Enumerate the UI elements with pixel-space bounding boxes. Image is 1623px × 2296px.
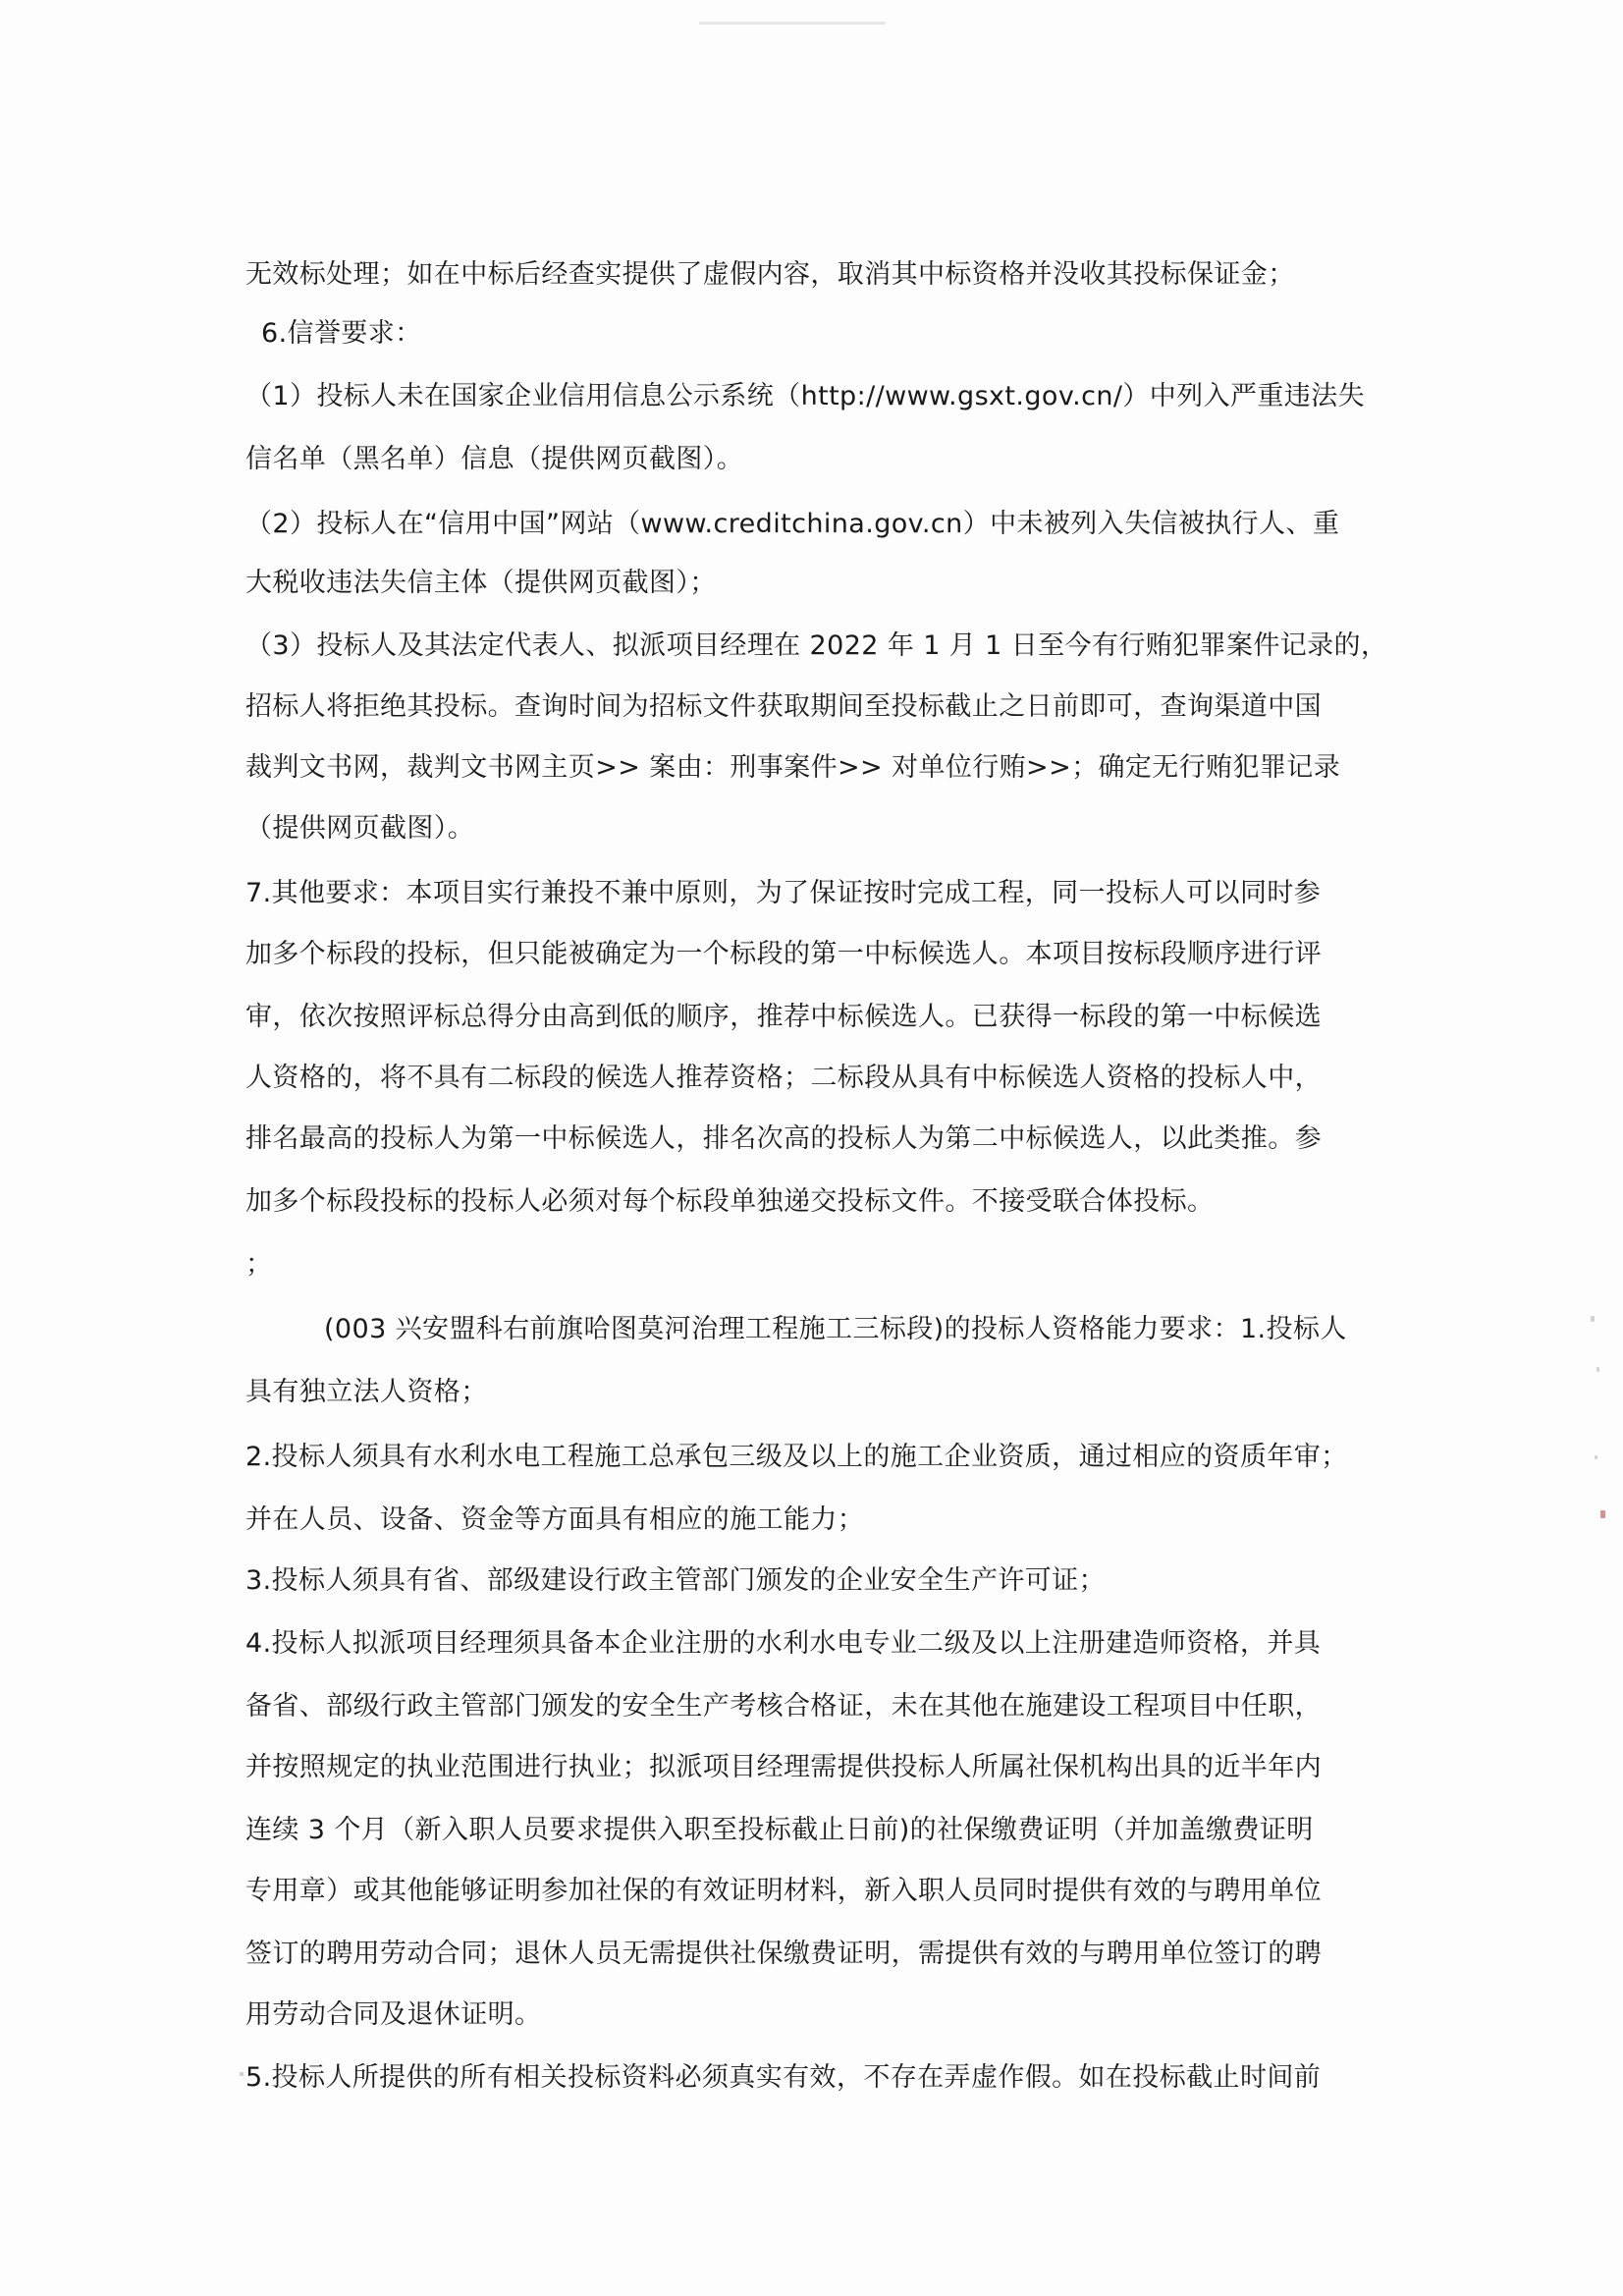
text-line: 签订的聘用劳动合同；退休人员无需提供社保缴费证明，需提供有效的与聘用单位签订的聘 [245,1939,1322,1969]
text-line: 加多个标段的投标，但只能被确定为一个标段的第一中标候选人。本项目按标段顺序进行评 [245,939,1322,969]
text-line: 3.投标人须具有省、部级建设行政主管部门颁发的企业安全生产许可证； [245,1565,1106,1596]
scan-artifact [1596,1367,1599,1372]
text-line: 审，依次按照评标总得分由高到低的顺序，推荐中标候选人。已获得一标段的第一中标候选 [245,1002,1322,1032]
text-line: 具有独立法人资格； [245,1377,488,1407]
section-heading: 6.信誉要求： [261,318,422,349]
scan-artifact [1595,1455,1597,1459]
scan-artifact [1600,1510,1605,1518]
text-line: 并在人员、设备、资金等方面具有相应的施工能力； [245,1504,865,1535]
text-line: 人资格的，将不具有二标段的候选人推荐资格；二标段从具有中标候选人资格的投标人中， [245,1063,1322,1093]
text-line: 无效标处理；如在中标后经查实提供了虚假内容，取消其中标资格并没收其投标保证金； [245,259,1295,290]
text-line: 加多个标段投标的投标人必须对每个标段单独递交投标文件。不接受联合体投标。 [245,1186,1215,1217]
text-line: （2）投标人在“信用中国”网站（www.creditchina.gov.cn）中未被列入失信被执行人、重 [245,509,1340,539]
text-line: 备省、部级行政主管部门颁发的安全生产考核合格证，未在其他在施建设工程项目中任职， [245,1691,1322,1722]
scan-artifact [240,2072,243,2076]
text-line: 信名单（黑名单）信息（提供网页截图）。 [245,444,744,474]
text-line: （1）投标人未在国家企业信用信息公示系统（http://www.gsxt.gov.cn/）中列入严重违法失 [245,381,1365,411]
text-line: ； [245,1249,273,1280]
text-line: 专用章）或其他能够证明参加社保的有效证明材料，新入职人员同时提供有效的与聘用单位 [245,1876,1322,1906]
text-line: 5.投标人所提供的所有相关投标资料必须真实有效，不存在弄虚作假。如在投标截止时间前 [245,2062,1322,2093]
text-line: 连续 3 个月（新入职人员要求提供入职至投标截止日前)的社保缴费证明（并加盖缴费证明 [245,1815,1314,1845]
text-line: 招标人将拒绝其投标。查询时间为招标文件获取期间至投标截止之日前即可，查询渠道中国 [245,691,1322,722]
text-line: （3）投标人及其法定代表人、拟派项目经理在 2022 年 1 月 1 日至今有行贿犯罪案件记录的， [245,630,1388,661]
text-line: 用劳动合同及退休证明。 [245,1999,542,2030]
text-line: 4.投标人拟派项目经理须具备本企业注册的水利水电专业二级及以上注册建造师资格，并具 [245,1628,1322,1659]
text-line: （提供网页截图）。 [245,813,475,844]
scan-artifact [1591,1316,1595,1322]
section-heading: 7.其他要求：本项目实行兼投不兼中原则，为了保证按时完成工程，同一投标人可以同时参 [245,878,1322,908]
text-line: 裁判文书网，裁判文书网主页>> 案由：刑事案件>> 对单位行贿>>；确定无行贿犯罪记录 [245,752,1341,783]
section-heading: (003 兴安盟科右前旗哈图莫河治理工程施工三标段)的投标人资格能力要求：1.投标人 [324,1314,1347,1344]
text-line: 大税收违法失信主体（提供网页截图）； [245,568,717,598]
text-line: 并按照规定的执业范围进行执业；拟派项目经理需提供投标人所属社保机构出具的近半年内 [245,1752,1322,1782]
text-line: 2.投标人须具有水利水电工程施工总承包三级及以上的施工企业资质，通过相应的资质年审； [245,1442,1348,1472]
scan-artifact [699,22,886,25]
text-line: 排名最高的投标人为第一中标候选人，排名次高的投标人为第二中标候选人，以此类推。参 [245,1123,1322,1154]
